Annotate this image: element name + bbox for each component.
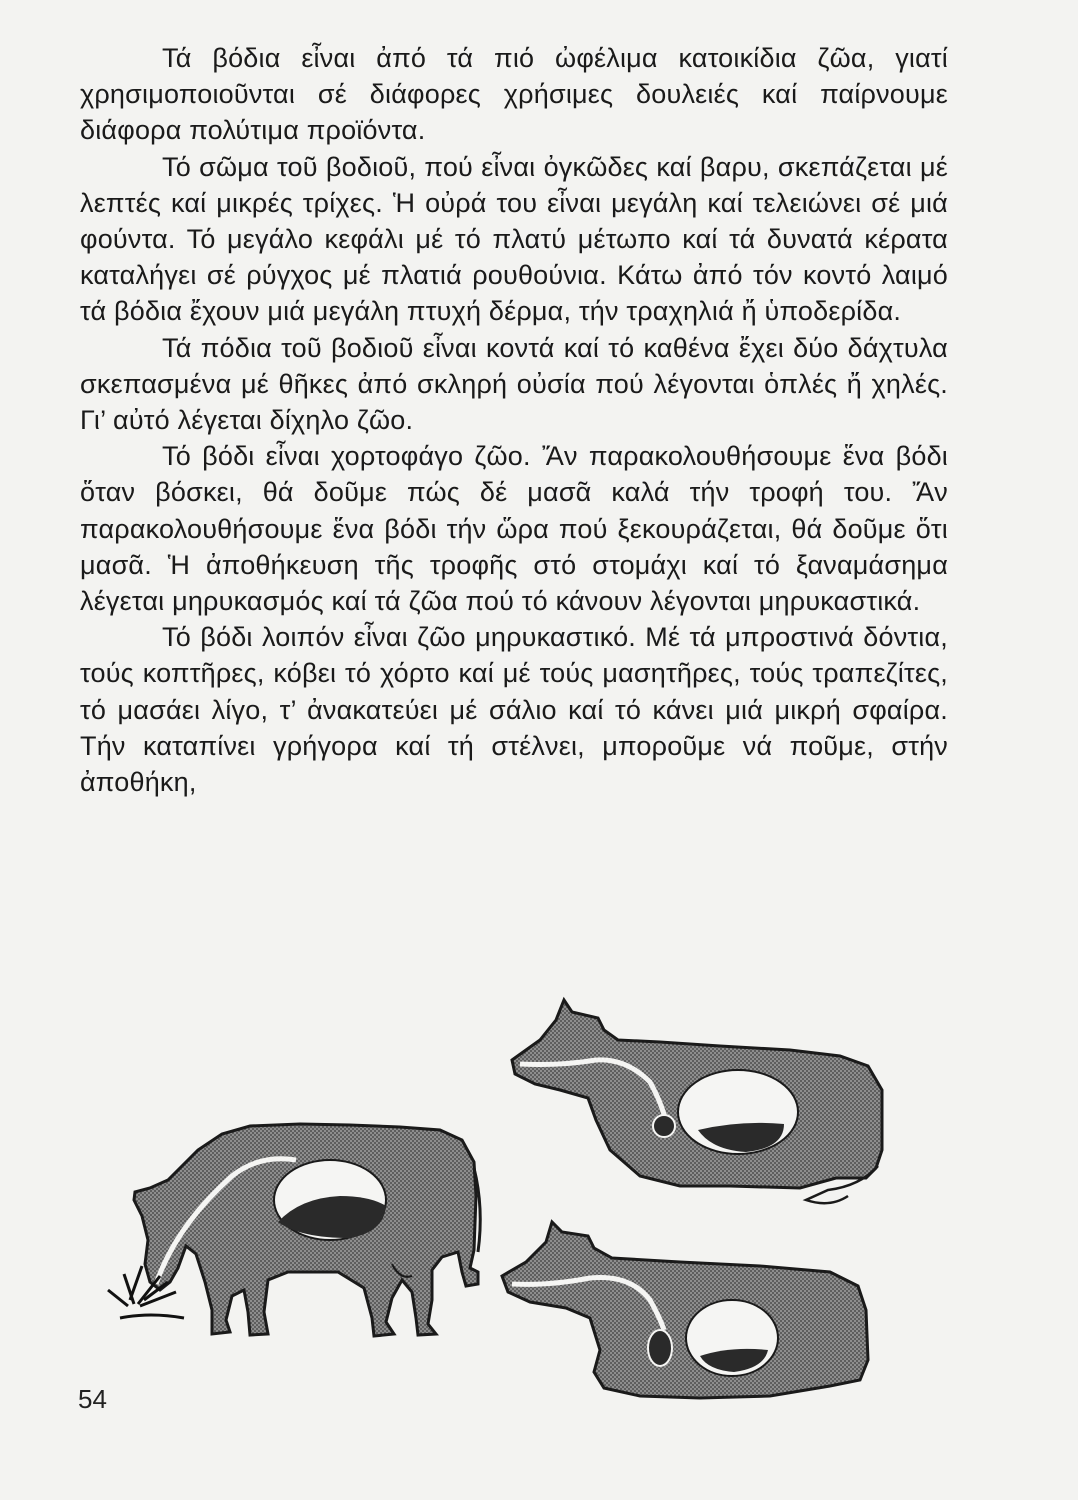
page-number: 54	[78, 1384, 107, 1414]
paragraph: Τά πόδια τοῦ βοδιοῦ εἶναι κοντά καί τό καθένα ἔχει δύο δάχτυλα σκεπασμένα μέ θῆκες ἀπό σκληρή οὐσία πού λέγονται ὁπλές ἤ χηλές. Γι’ αὐτό λέγεται δίχηλο ζῶο.	[80, 332, 948, 436]
resting-cow-top-figure	[512, 1000, 882, 1203]
grazing-cow-figure	[108, 1124, 480, 1336]
paragraph: Τό βόδι λοιπόν εἶναι ζῶο μηρυκαστικό. Μέ τά μπροστινά δόντια, τούς κοπτῆρες, κόβει τό χόρτο καί μέ τούς μασητῆρες, τούς τραπεζίτες, τό μασάει λίγο, τ’ ἀνακατεύει μέ σάλιο καί τό κάνει μιά μικρή σφαίρα. Τήν καταπίνει γρήγορα καί τή στέλνει, μποροῦμε νά ποῦμε, στήν ἀποθήκη,	[80, 622, 948, 798]
resting-cow-bottom-body	[502, 1222, 868, 1398]
resting-cow-top-reticulum	[653, 1115, 675, 1137]
paragraph: Τό σῶμα τοῦ βοδιοῦ, πού εἶναι ὀγκῶδες καί βαρυ, σκεπάζεται μέ λεπτές καί μικρές τρίχες. Ἡ οὐρά του εἶναι μεγάλη καί τελειώνει σέ μιά φούντα. Τό μεγάλο κεφάλι μέ τό πλατύ μέτωπο καί τά δυνατά κέρατα καταλήγει σέ ρύγχος μέ πλατιά ρουθούνια. Κάτω ἀπό τόν κοντό λαιμό τά βόδια ἔχουν μιά μεγάλη πτυχή δέρμα, τήν τραχηλιά ἤ ὑποδερίδα.	[80, 151, 948, 327]
resting-cow-bottom-figure	[502, 1222, 868, 1398]
paragraph: Τό βόδι εἶναι χορτοφάγο ζῶο. Ἄν παρακολουθήσουμε ἕνα βόδι ὅταν βόσκει, θά δοῦμε πώς δέ μασᾶ καλά τήν τροφή του. Ἄν παρακολουθήσουμε ἕνα βόδι τήν ὥρα πού ξεκουράζεται, θά δοῦμε ὅτι μασᾶ. Ἡ ἀποθήκευση τῆς τροφῆς στό στομάχι καί τό ξαναμάσημα λέγεται μηρυκασμός καί τά ζῶα πού τό κάνουν λέγονται μηρυκαστικά.	[80, 441, 948, 617]
resting-cow-bottom-reticulum	[648, 1330, 672, 1366]
paragraph: Τά βόδια εἶναι ἀπό τά πιό ὠφέλιμα κατοικίδια ζῶα, γιατί χρησιμοποιοῦνται σέ διάφορες χρήσιμες δουλειές καί παίρνουμε διάφορα πολύτιμα προϊόντα.	[80, 43, 948, 146]
